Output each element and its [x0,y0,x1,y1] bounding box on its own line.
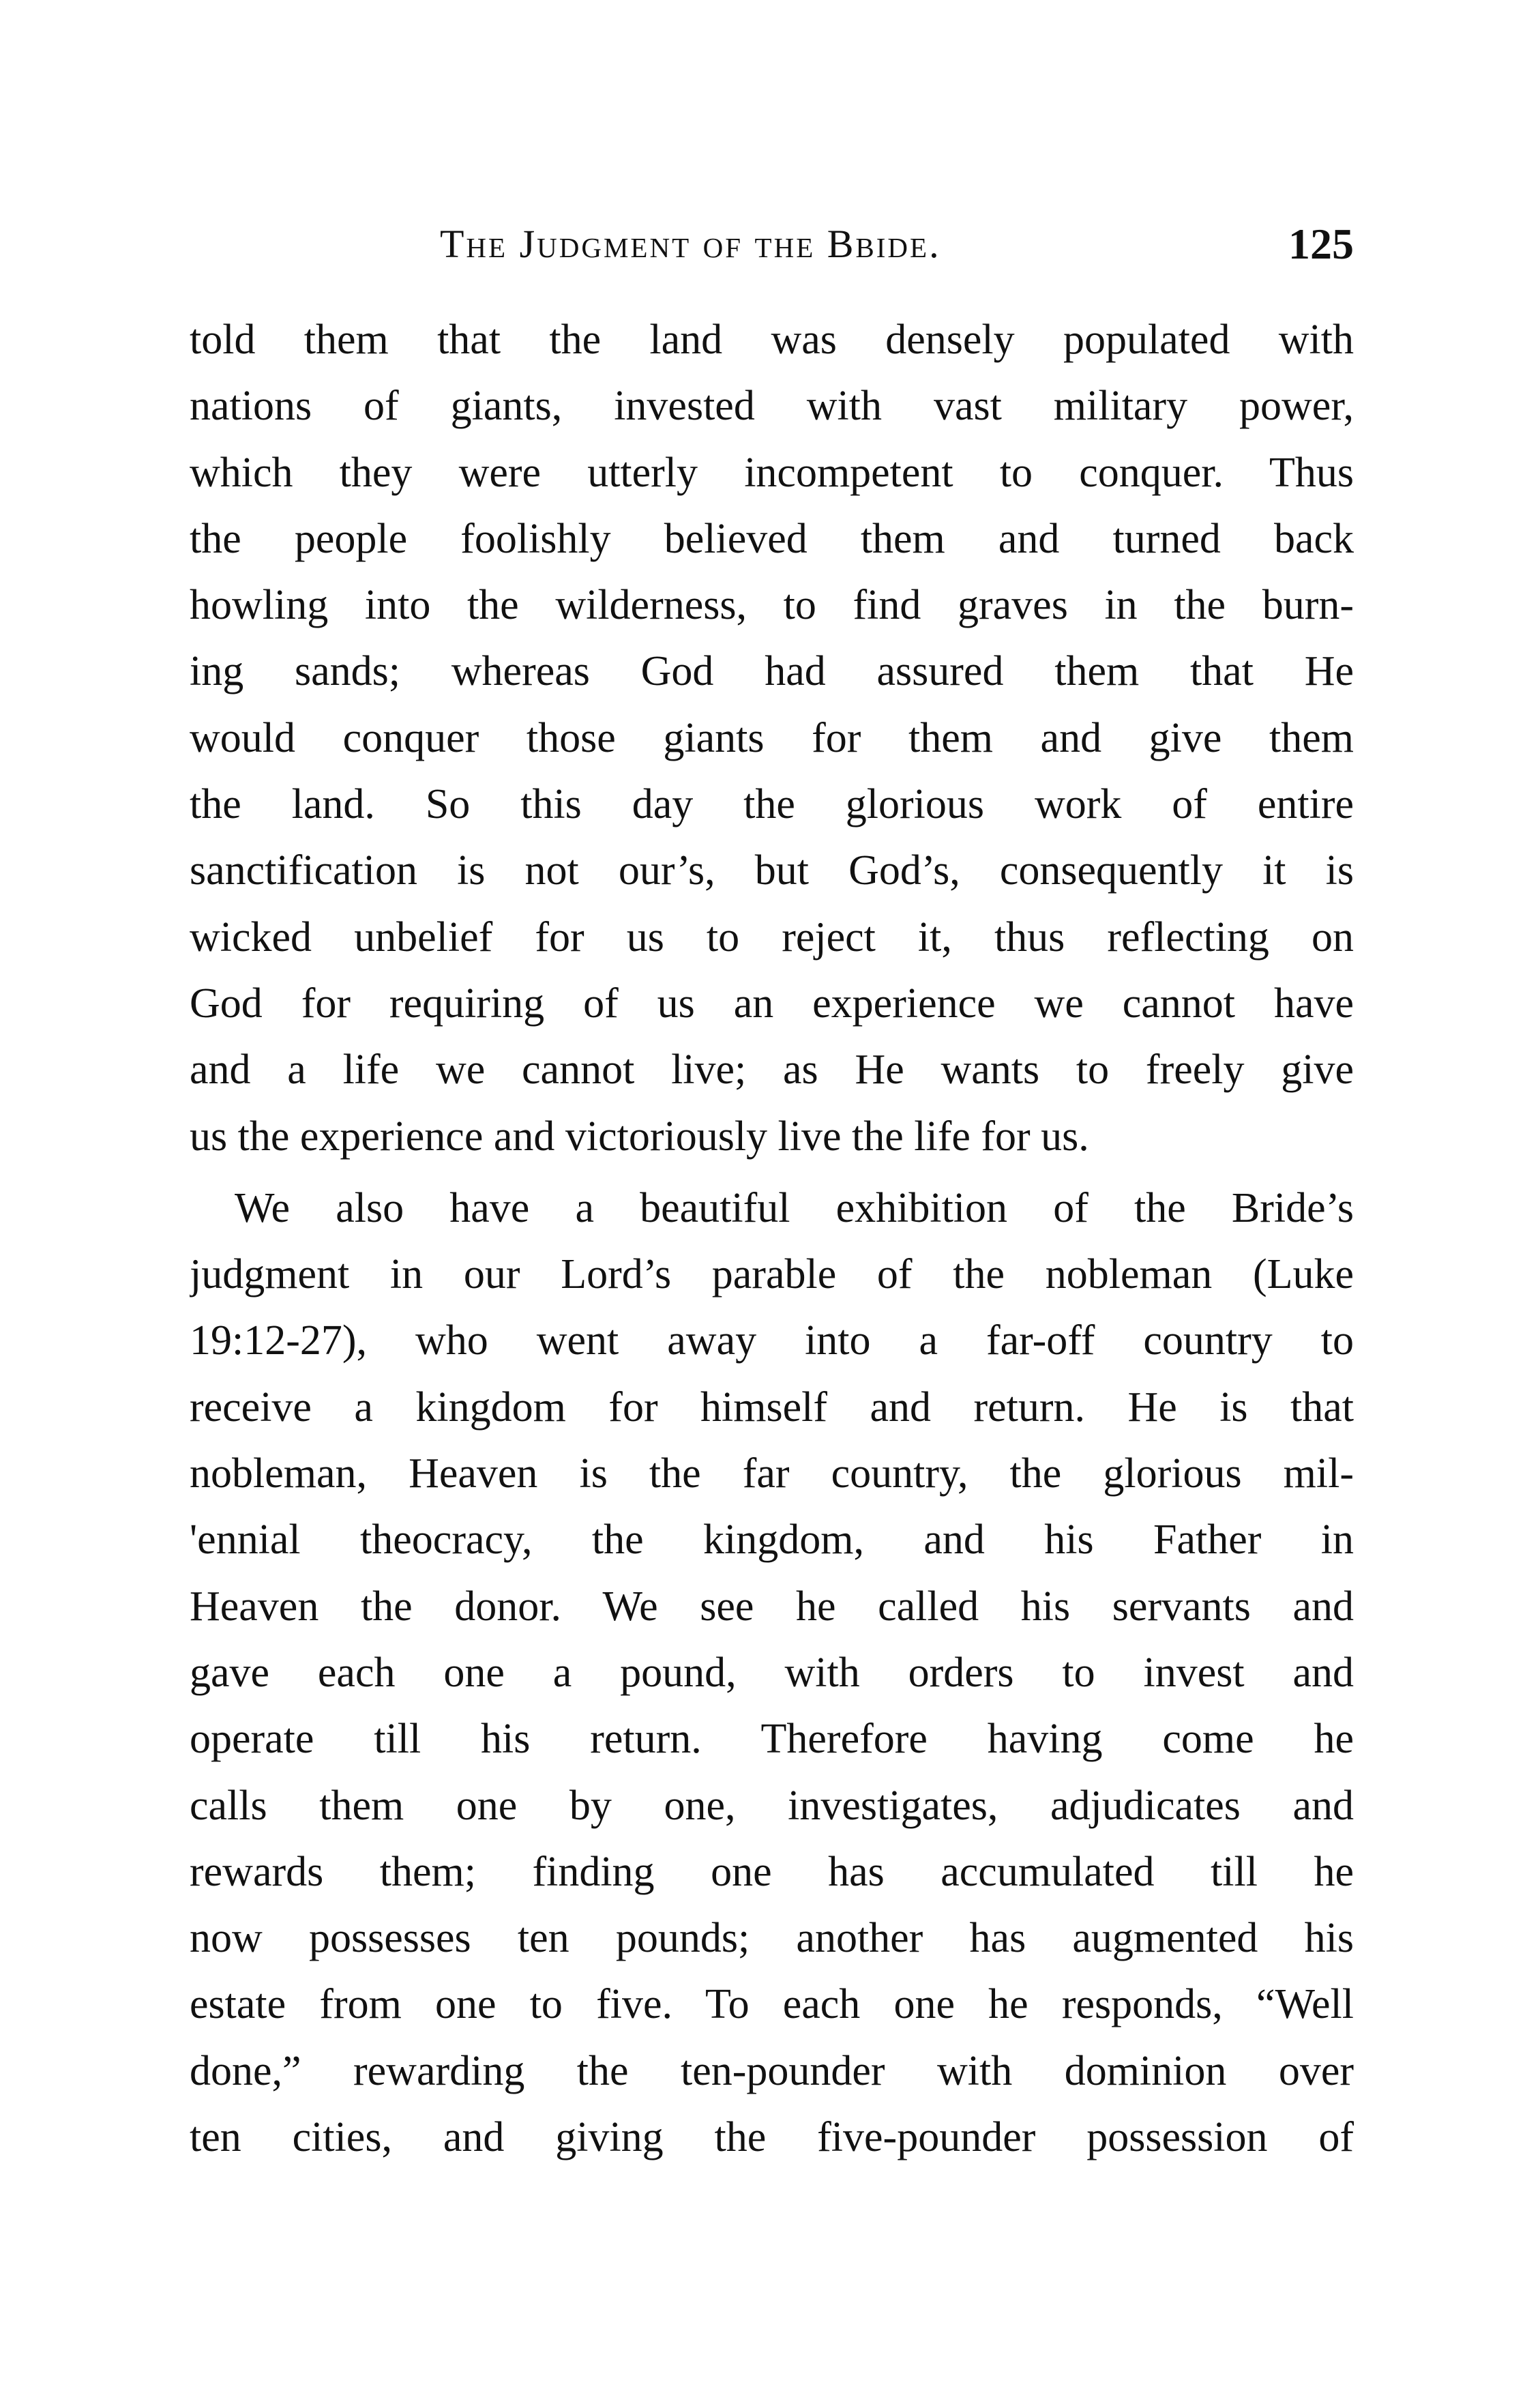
text-line: now possesses ten pounds; another has augmented his [190,1915,1354,1962]
text-line: operate till his return. Therefore having come he [190,1716,1354,1763]
text-line: the land. So this day the glorious work of entire [190,781,1354,828]
page-number: 125 [1288,220,1354,268]
text-line: 19:12-27), who went away into a far-off country to [190,1317,1354,1364]
text-line: the people foolishly believed them and turned back [190,515,1354,562]
text-line: and a life we cannot live; as He wants to freely give [190,1046,1354,1094]
text-line: wicked unbelief for us to reject it, thus reflecting on [190,913,1354,961]
text-line: told them that the land was densely populated with [190,317,1354,363]
running-head [0,217,1354,272]
text-line: We also have a beautiful exhibition of the Bride’s [235,1184,1354,1231]
text-line: calls them one by one, investigates, adjudicates and [190,1782,1354,1829]
text-line: howling into the wilderness, to find graves in the burn- [190,582,1354,629]
text-line: ten cities, and giving the five-pounder possession of [190,2114,1354,2161]
text-line: estate from one to five. To each one he responds, “Well [190,1981,1354,2028]
text-line: receive a kingdom for himself and return. He is that [190,1383,1354,1431]
text-line: nobleman, Heaven is the far country, the glorious mil- [190,1450,1354,1497]
text-line: gave each one a pound, with orders to invest and [190,1649,1354,1696]
text-line: 'ennial theocracy, the kingdom, and his Father in [190,1516,1354,1564]
text-line: ing sands; whereas God had assured them that He [190,648,1354,695]
text-line: sanctification is not our’s, but God’s, consequently it is [190,847,1354,894]
body-text [190,307,1354,2171]
text-line: judgment in our Lord’s parable of the nobleman (Luke [190,1251,1354,1298]
paragraph-1 [190,307,1354,1170]
text-line: which they were utterly incompetent to conquer. Thus [190,449,1354,496]
text-line: us the experience and victoriously live the life for us. [190,1113,1089,1160]
text-line: God for requiring of us an experience we cannot have [190,980,1354,1027]
text-line: rewards them; finding one has accumulated till he [190,1848,1354,1895]
running-title: The Judgment of the Bbide. [440,222,941,266]
paragraph-2 [190,1175,1354,2171]
text-line: would conquer those giants for them and give them [190,714,1354,761]
text-line: done,” rewarding the ten-pounder with dominion over [190,2047,1354,2094]
text-line: Heaven the donor. We see he called his servants and [190,1583,1354,1630]
text-line: nations of giants, invested with vast military power, [190,383,1354,430]
